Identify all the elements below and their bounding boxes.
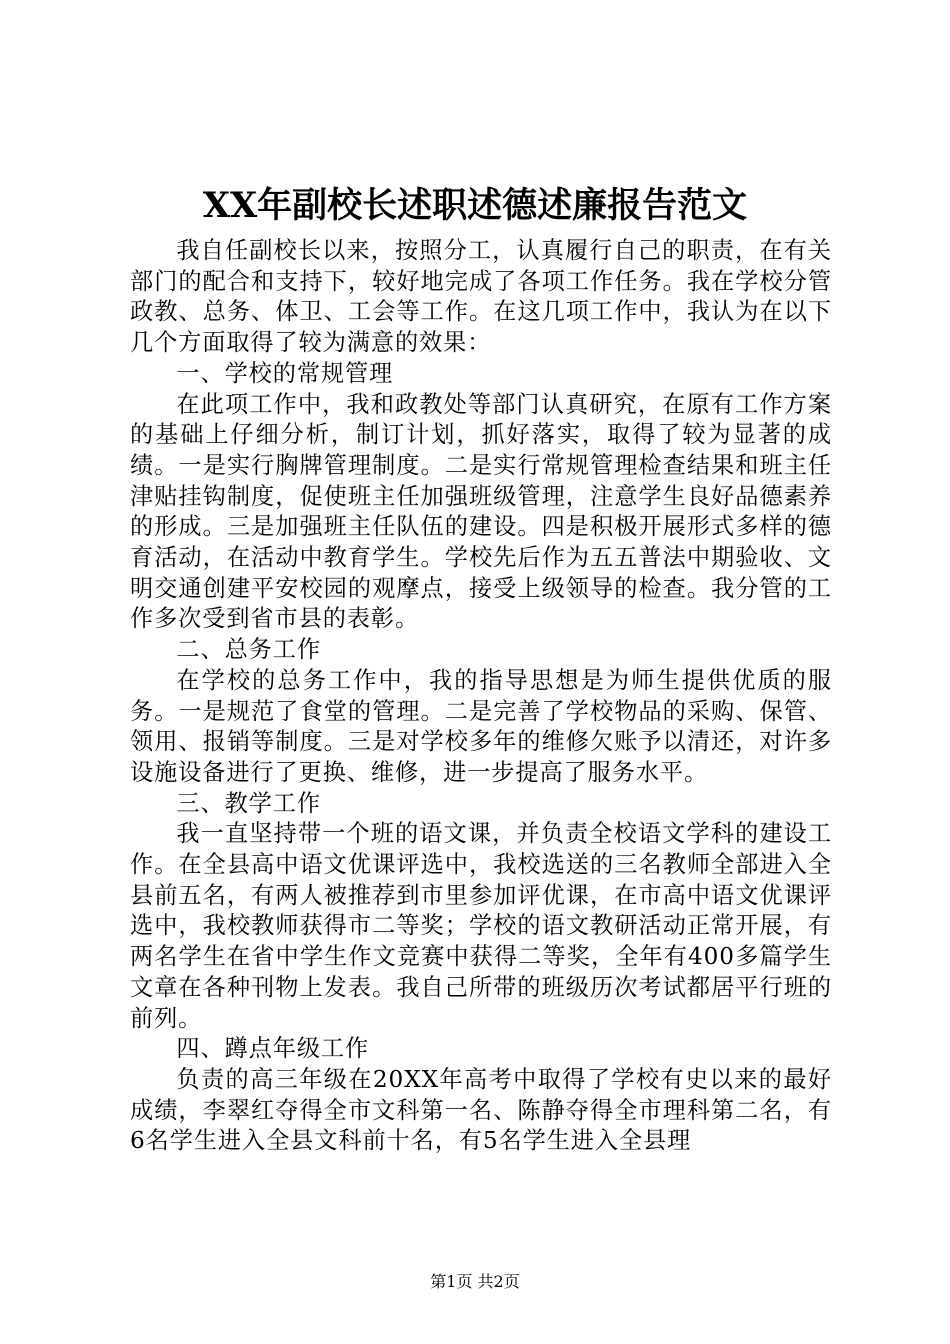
intro-paragraph: 我自任副校长以来，按照分工，认真履行自己的职责，在有关部门的配合和支持下，较好地完成了各项工作任务。我在学校分管政教、总务、体卫、工会等工作。在这几项工作中，我认为在以下几个方面取得了较为满意的效果： [130, 237, 832, 357]
section-text-2: 在学校的总务工作中，我的指导思想是为师生提供优质的服务。一是规范了食堂的管理。二是完善了学校物品的采购、保管、领用、报销等制度。三是对学校多年的维修欠账予以清还，对许多设施设备进行了更换、维修，进一步提高了服务水平。 [130, 666, 832, 786]
section-heading-3: 三、教学工作 [176, 789, 321, 817]
page-number-footer: 第1页 共2页 [430, 1272, 520, 1291]
document-body [130, 236, 832, 1157]
section-heading-2: 二、总务工作 [176, 636, 321, 664]
section-heading-4: 四、蹲点年级工作 [176, 1035, 370, 1063]
document-title: XX年副校长述职述德述廉报告范文 [202, 185, 748, 226]
section-heading-1: 一、学校的常规管理 [176, 359, 394, 387]
section-text-3: 我一直坚持带一个班的语文课，并负责全校语文学科的建设工作。在全县高中语文优课评选中，我校选送的三名教师全部进入全县前五名，有两人被推荐到市里参加评优课，在市高中语文优课评选中，我校教师获得市二等奖；学校的语文教研活动正常开展，有两名学生在省中学生作文竞赛中获得二等奖，全年有400多篇学生文章在各种刊物上发表。我自己所带的班级历次考试都居平行班的前列。 [130, 820, 832, 1032]
section-text-1: 在此项工作中，我和政教处等部门认真研究，在原有工作方案的基础上仔细分析，制订计划，抓好落实，取得了较为显著的成绩。一是实行胸牌管理制度。二是实行常规管理检查结果和班主任津贴挂钩制度，促使班主任加强班级管理，注意学生良好品德素养的形成。三是加强班主任队伍的建设。四是积极开展形式多样的德育活动，在活动中教育学生。学校先后作为五五普法中期验收、文明交通创建平安校园的观摩点，接受上级领导的检查。我分管的工作多次受到省市县的表彰。 [130, 390, 832, 633]
section-text-4: 负责的高三年级在20XX年高考中取得了学校有史以来的最好成绩，李翠红夺得全市文科第一名、陈静夺得全市理科第二名，有6名学生进入全县文科前十名，有5名学生进入全县理 [130, 1065, 832, 1155]
